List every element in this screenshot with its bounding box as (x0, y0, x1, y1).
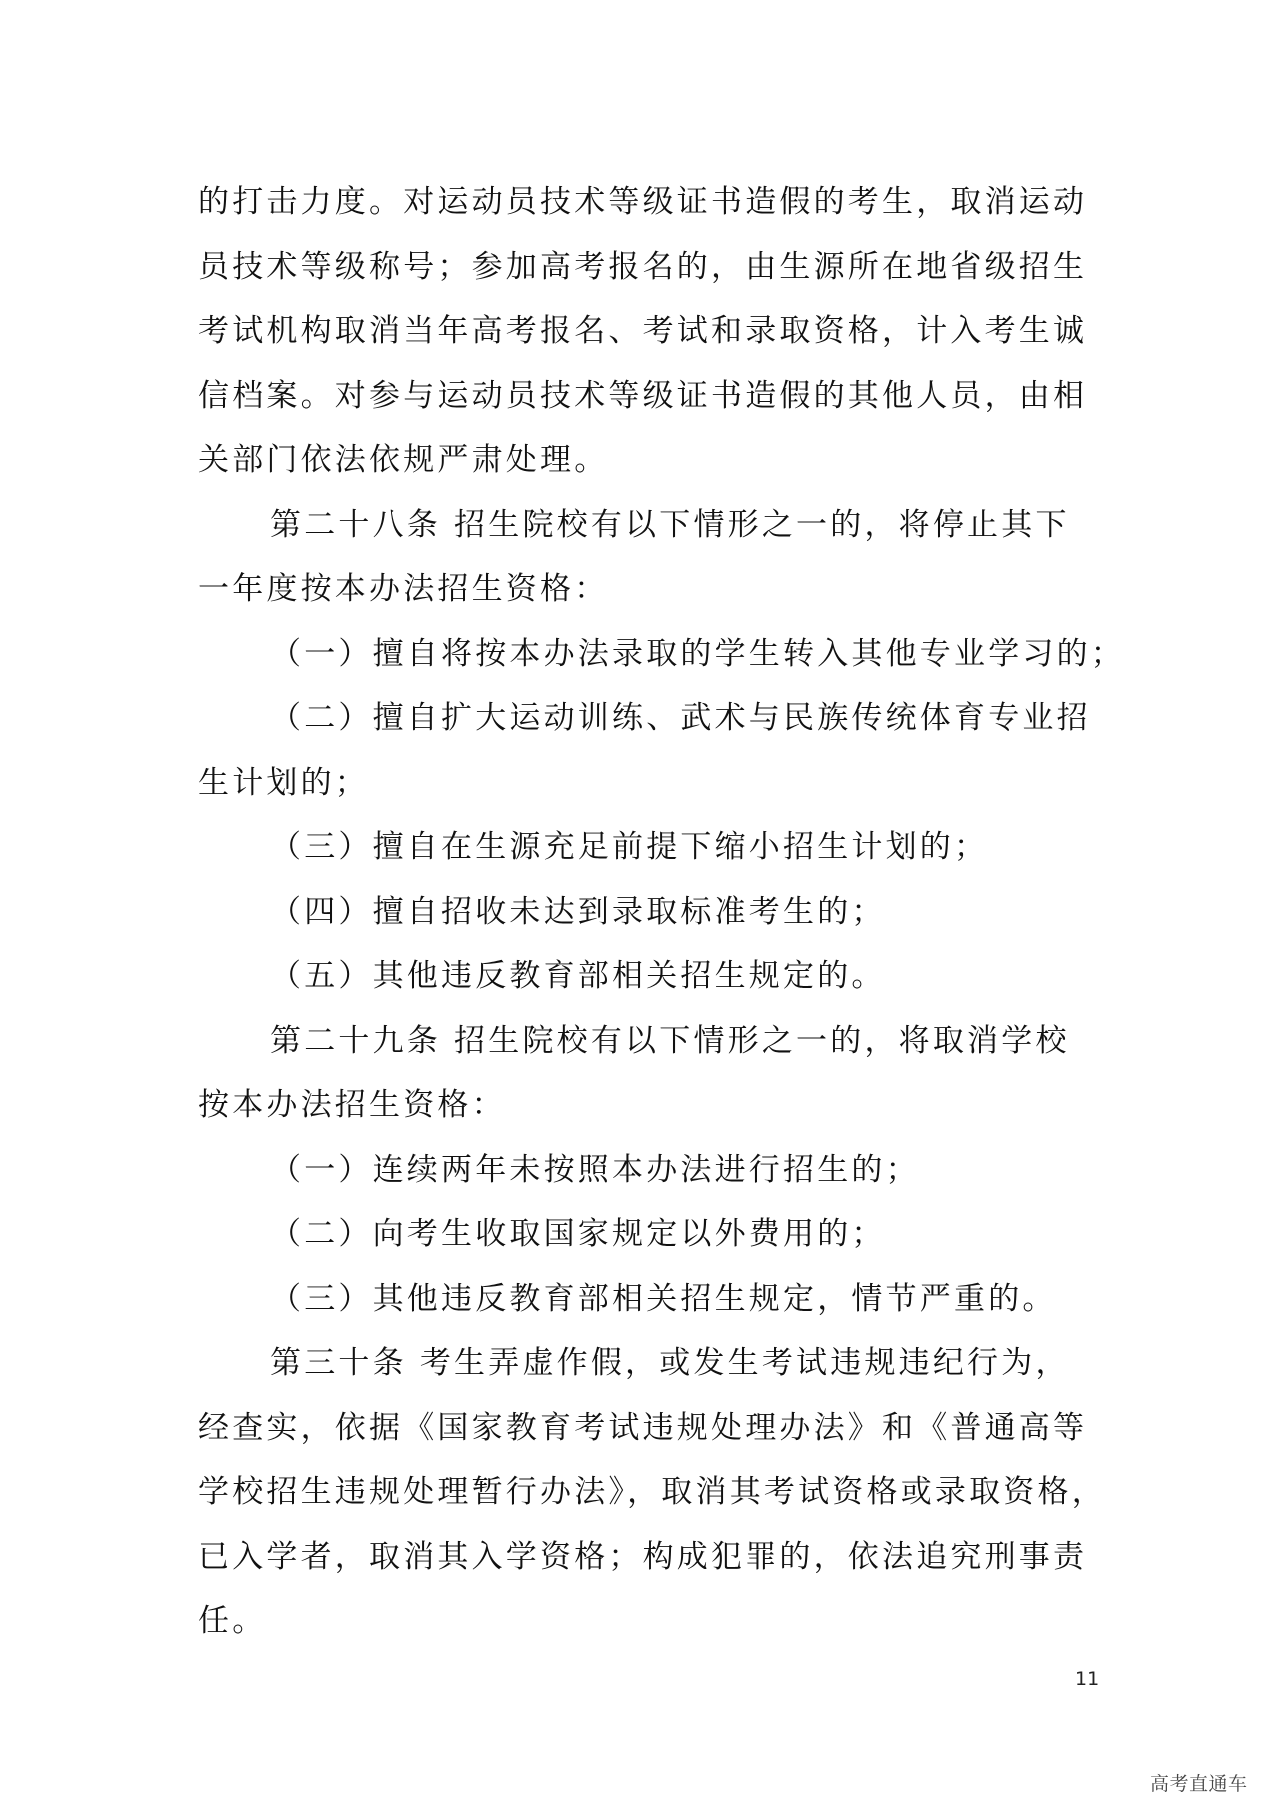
list-item: （五）其他违反教育部相关招生规定的。 (270, 958, 886, 994)
watermark: 高考直通车 (1150, 1773, 1248, 1795)
list-item: （四）擅自招收未达到录取标准考生的； (270, 893, 886, 930)
list-item: （二）擅自扩大运动训练、武术与民族传统体育专业招 (270, 700, 1091, 736)
text-line: 生计划的； (198, 764, 369, 801)
article-29-heading-line: 第二十九条 招生院校有以下情形之一的，将取消学校 (270, 1022, 1070, 1059)
article-28-heading-line: 第二十八条 招生院校有以下情形之一的，将停止其下 (270, 506, 1070, 543)
text-line: 任。 (198, 1603, 267, 1639)
text-line: 的打击力度。对运动员技术等级证书造假的考生，取消运动 (198, 184, 1088, 220)
text-line: 经查实，依据《国家教育考试违规处理办法》和《普通高等 (198, 1409, 1088, 1446)
document-body (198, 170, 1125, 1654)
list-item: （二）向考生收取国家规定以外费用的； (270, 1216, 886, 1252)
list-item: （一）连续两年未按照本办法进行招生的； (270, 1151, 920, 1188)
page-number: 11 (1075, 1668, 1100, 1690)
text-line: 考试机构取消当年高考报名、考试和录取资格，计入考生诚 (198, 313, 1088, 349)
text-line: 已入学者，取消其入学资格；构成犯罪的，依法追究刑事责 (198, 1538, 1088, 1575)
article-30-heading-line: 第三十条 考生弄虚作假，或发生考试违规违纪行为， (270, 1345, 1070, 1381)
text-line: 学校招生违规处理暂行办法》，取消其考试资格或录取资格， (198, 1474, 1106, 1510)
text-line: 员技术等级称号；参加高考报名的，由生源所在地省级招生 (198, 248, 1088, 285)
text-line: 按本办法招生资格： (198, 1087, 506, 1123)
text-line: 一年度按本办法招生资格： (198, 571, 609, 607)
list-item: （三）其他违反教育部相关招生规定，情节严重的。 (270, 1280, 1057, 1317)
list-item: （三）擅自在生源充足前提下缩小招生计划的； (270, 829, 989, 865)
text-line: 关部门依法依规严肃处理。 (198, 442, 609, 478)
text-line: 信档案。对参与运动员技术等级证书造假的其他人员，由相 (198, 377, 1088, 414)
list-item: （一）擅自将按本办法录取的学生转入其他专业学习的； (270, 635, 1125, 672)
